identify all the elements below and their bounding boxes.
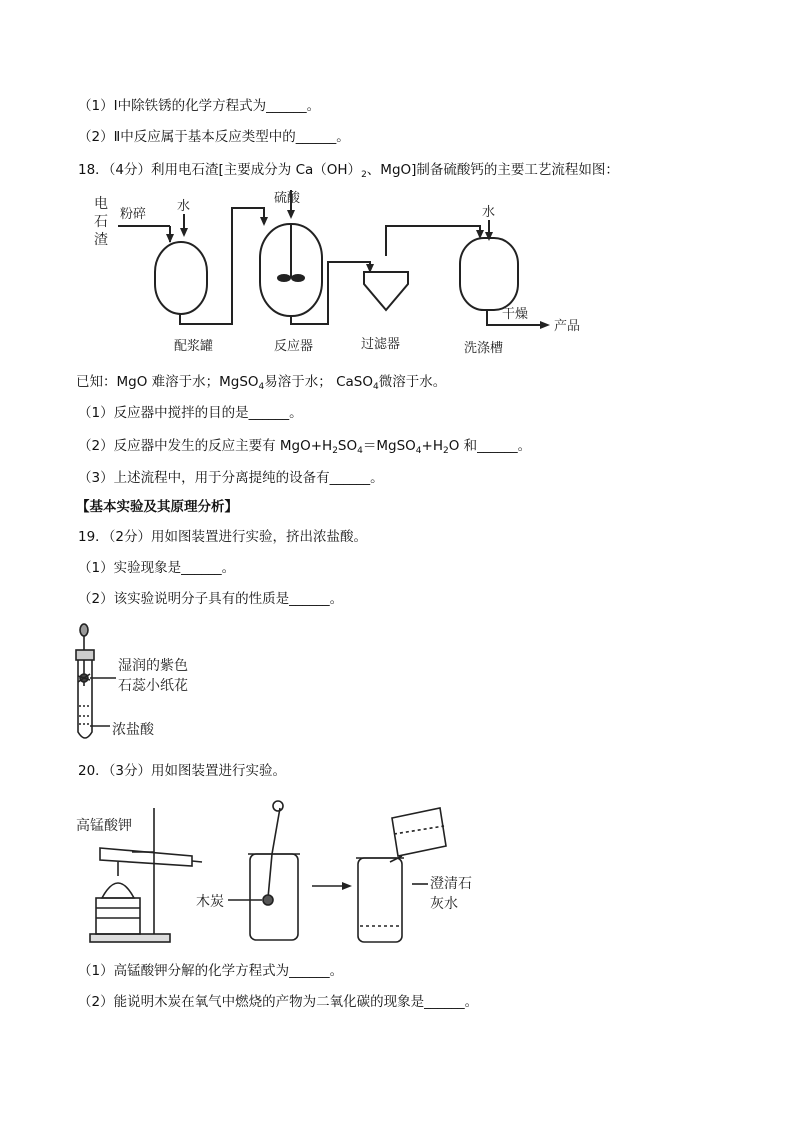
- q20-part1: （1）高锰酸钾分解的化学方程式为______。: [78, 963, 344, 979]
- q20-stem: 20．（3分）用如图装置进行实验。: [78, 763, 287, 779]
- q17-part1: （1）Ⅰ中除铁锈的化学方程式为______。: [78, 98, 321, 114]
- q19-label-flower-1: 湿润的紫色: [118, 658, 188, 674]
- diagram-product-label: 产品: [554, 319, 581, 334]
- q19-part1: （1）实验现象是______。: [78, 560, 236, 576]
- diagram-raw-3: 渣: [94, 232, 108, 248]
- q18-part3: （3）上述流程中，用于分离提纯的设备有______。: [78, 470, 384, 486]
- diagram-tank-label: 配浆罐: [174, 339, 214, 354]
- diagram-washer-label: 洗涤槽: [464, 341, 504, 356]
- q20-label-kmno4: 高锰酸钾: [76, 818, 132, 834]
- q17-part2: （2）Ⅱ中反应属于基本反应类型中的______。: [78, 129, 350, 145]
- q18-part1: （1）反应器中搅拌的目的是______。: [78, 405, 303, 421]
- diagram-filter-label: 过滤器: [361, 337, 401, 352]
- q18-stem: 18．（4分）利用电石渣[主要成分为 $Ca(OH)_2$、MgO]制备硫酸钙的主要工艺流程如图：: [78, 162, 619, 180]
- q19-label-flower-2: 石蕊小纸花: [118, 678, 188, 694]
- q19-stem: 19．（2分）用如图装置进行实验，挤出浓盐酸。: [78, 529, 368, 545]
- q18-part2: （2）反应器中发生的反应主要有 $MgO+H_2SO_4=MgSO_4+H_2O$ 和______。: [78, 438, 532, 456]
- diagram-crush-label: 粉碎: [120, 207, 147, 222]
- diagram-raw-1: 电: [94, 196, 108, 212]
- q20-part2: （2）能说明木炭在氧气中燃烧的产物为二氧化碳的现象是______。: [78, 994, 479, 1010]
- diagram-dry-label: 干燥: [502, 307, 529, 322]
- q20-label-lime-1: 澄清石: [430, 876, 472, 892]
- q19-part2: （2）该实验说明分子具有的性质是______。: [78, 591, 344, 607]
- diagram-water2-label: 水: [482, 205, 496, 220]
- q18-flow-diagram: [88, 186, 608, 361]
- section-header: 【基本实验及其原理分析】: [76, 499, 238, 515]
- q20-label-lime-2: 灰水: [430, 896, 458, 912]
- q20-label-charcoal: 木炭: [196, 894, 224, 910]
- diagram-raw-2: 石: [94, 214, 108, 230]
- q19-label-acid: 浓盐酸: [112, 722, 154, 738]
- diagram-reactor-label: 反应器: [274, 339, 314, 354]
- q20-apparatus-diagram: [72, 798, 472, 948]
- q19-test-tube-diagram: [70, 620, 250, 750]
- diagram-water1-label: 水: [177, 199, 191, 214]
- q18-known: 已知：MgO 难溶于水；MgSO$_4$易溶于水； CaSO$_4$微溶于水。: [76, 374, 447, 392]
- diagram-acid-label: 硫酸: [274, 191, 301, 206]
